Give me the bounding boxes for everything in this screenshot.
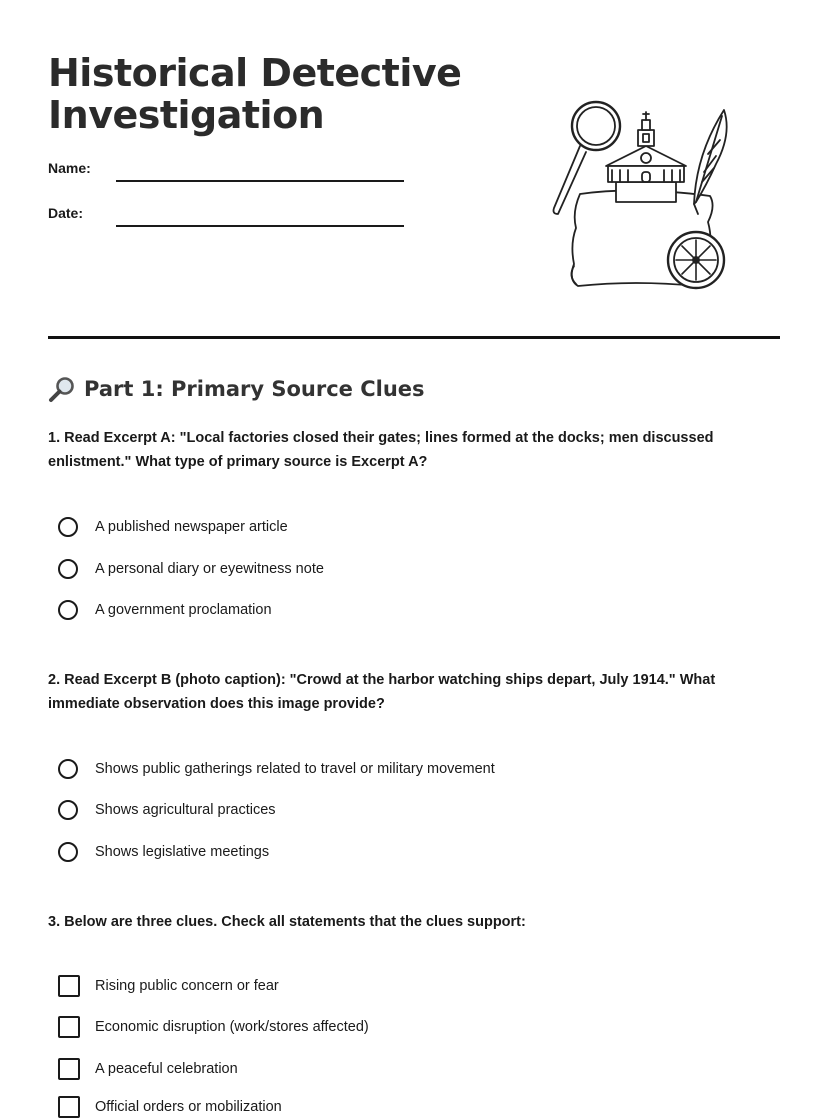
option-label: Economic disruption (work/stores affected) bbox=[95, 1019, 369, 1035]
q3-option-1[interactable] bbox=[58, 974, 279, 998]
option-label: A published newspaper article bbox=[95, 519, 288, 535]
header-divider bbox=[48, 336, 780, 339]
q3-option-3[interactable] bbox=[58, 1057, 238, 1081]
part1-heading bbox=[48, 374, 425, 404]
radio-button[interactable] bbox=[58, 842, 78, 862]
radio-button[interactable] bbox=[58, 600, 78, 620]
option-label: A government proclamation bbox=[95, 602, 272, 618]
q3-option-4[interactable] bbox=[58, 1095, 282, 1119]
name-line[interactable] bbox=[116, 180, 404, 182]
checkbox[interactable] bbox=[58, 1096, 80, 1118]
name-field[interactable] bbox=[48, 160, 408, 184]
magnifying-glass-icon bbox=[48, 375, 76, 403]
radio-button[interactable] bbox=[58, 759, 78, 779]
name-label: Name: bbox=[48, 160, 91, 176]
option-label: Shows public gatherings related to travel or military movement bbox=[95, 761, 495, 777]
worksheet-page bbox=[48, 0, 780, 1118]
date-label: Date: bbox=[48, 205, 84, 221]
option-label: Rising public concern or fear bbox=[95, 978, 279, 994]
part1-heading-text: Part 1: Primary Source Clues bbox=[84, 377, 425, 401]
option-label: A peaceful celebration bbox=[95, 1061, 238, 1077]
date-field[interactable] bbox=[48, 205, 408, 229]
checkbox[interactable] bbox=[58, 1016, 80, 1038]
option-label: A personal diary or eyewitness note bbox=[95, 561, 324, 577]
q2-option-2[interactable] bbox=[58, 798, 276, 822]
radio-button[interactable] bbox=[58, 517, 78, 537]
q1-option-2[interactable] bbox=[58, 557, 324, 581]
question-1: 1. Read Excerpt A: "Local factories closed their gates; lines formed at the docks; men discussed enlistment." What type of primary source is Excerpt A? bbox=[48, 430, 714, 470]
q1-option-3[interactable] bbox=[58, 598, 272, 622]
checkbox[interactable] bbox=[58, 1058, 80, 1080]
q2-option-3[interactable] bbox=[58, 840, 269, 864]
q3-option-2[interactable] bbox=[58, 1015, 369, 1039]
date-line[interactable] bbox=[116, 225, 404, 227]
question-2: 2. Read Excerpt B (photo caption): "Crowd at the harbor watching ships depart, July 1914." What immediate observation does this image provide? bbox=[48, 672, 716, 712]
q1-option-1[interactable] bbox=[58, 515, 288, 539]
question-3: 3. Below are three clues. Check all statements that the clues support: bbox=[48, 914, 526, 930]
radio-button[interactable] bbox=[58, 800, 78, 820]
option-label: Shows legislative meetings bbox=[95, 844, 270, 860]
detective-illustration-icon bbox=[546, 94, 732, 294]
radio-button[interactable] bbox=[58, 559, 78, 579]
checkbox[interactable] bbox=[58, 975, 80, 997]
option-label: Shows agricultural practices bbox=[95, 802, 276, 818]
worksheet-title: Historical Detective Investigation bbox=[48, 51, 462, 137]
option-label: Official orders or mobilization bbox=[95, 1099, 282, 1115]
q2-option-1[interactable] bbox=[58, 757, 495, 781]
